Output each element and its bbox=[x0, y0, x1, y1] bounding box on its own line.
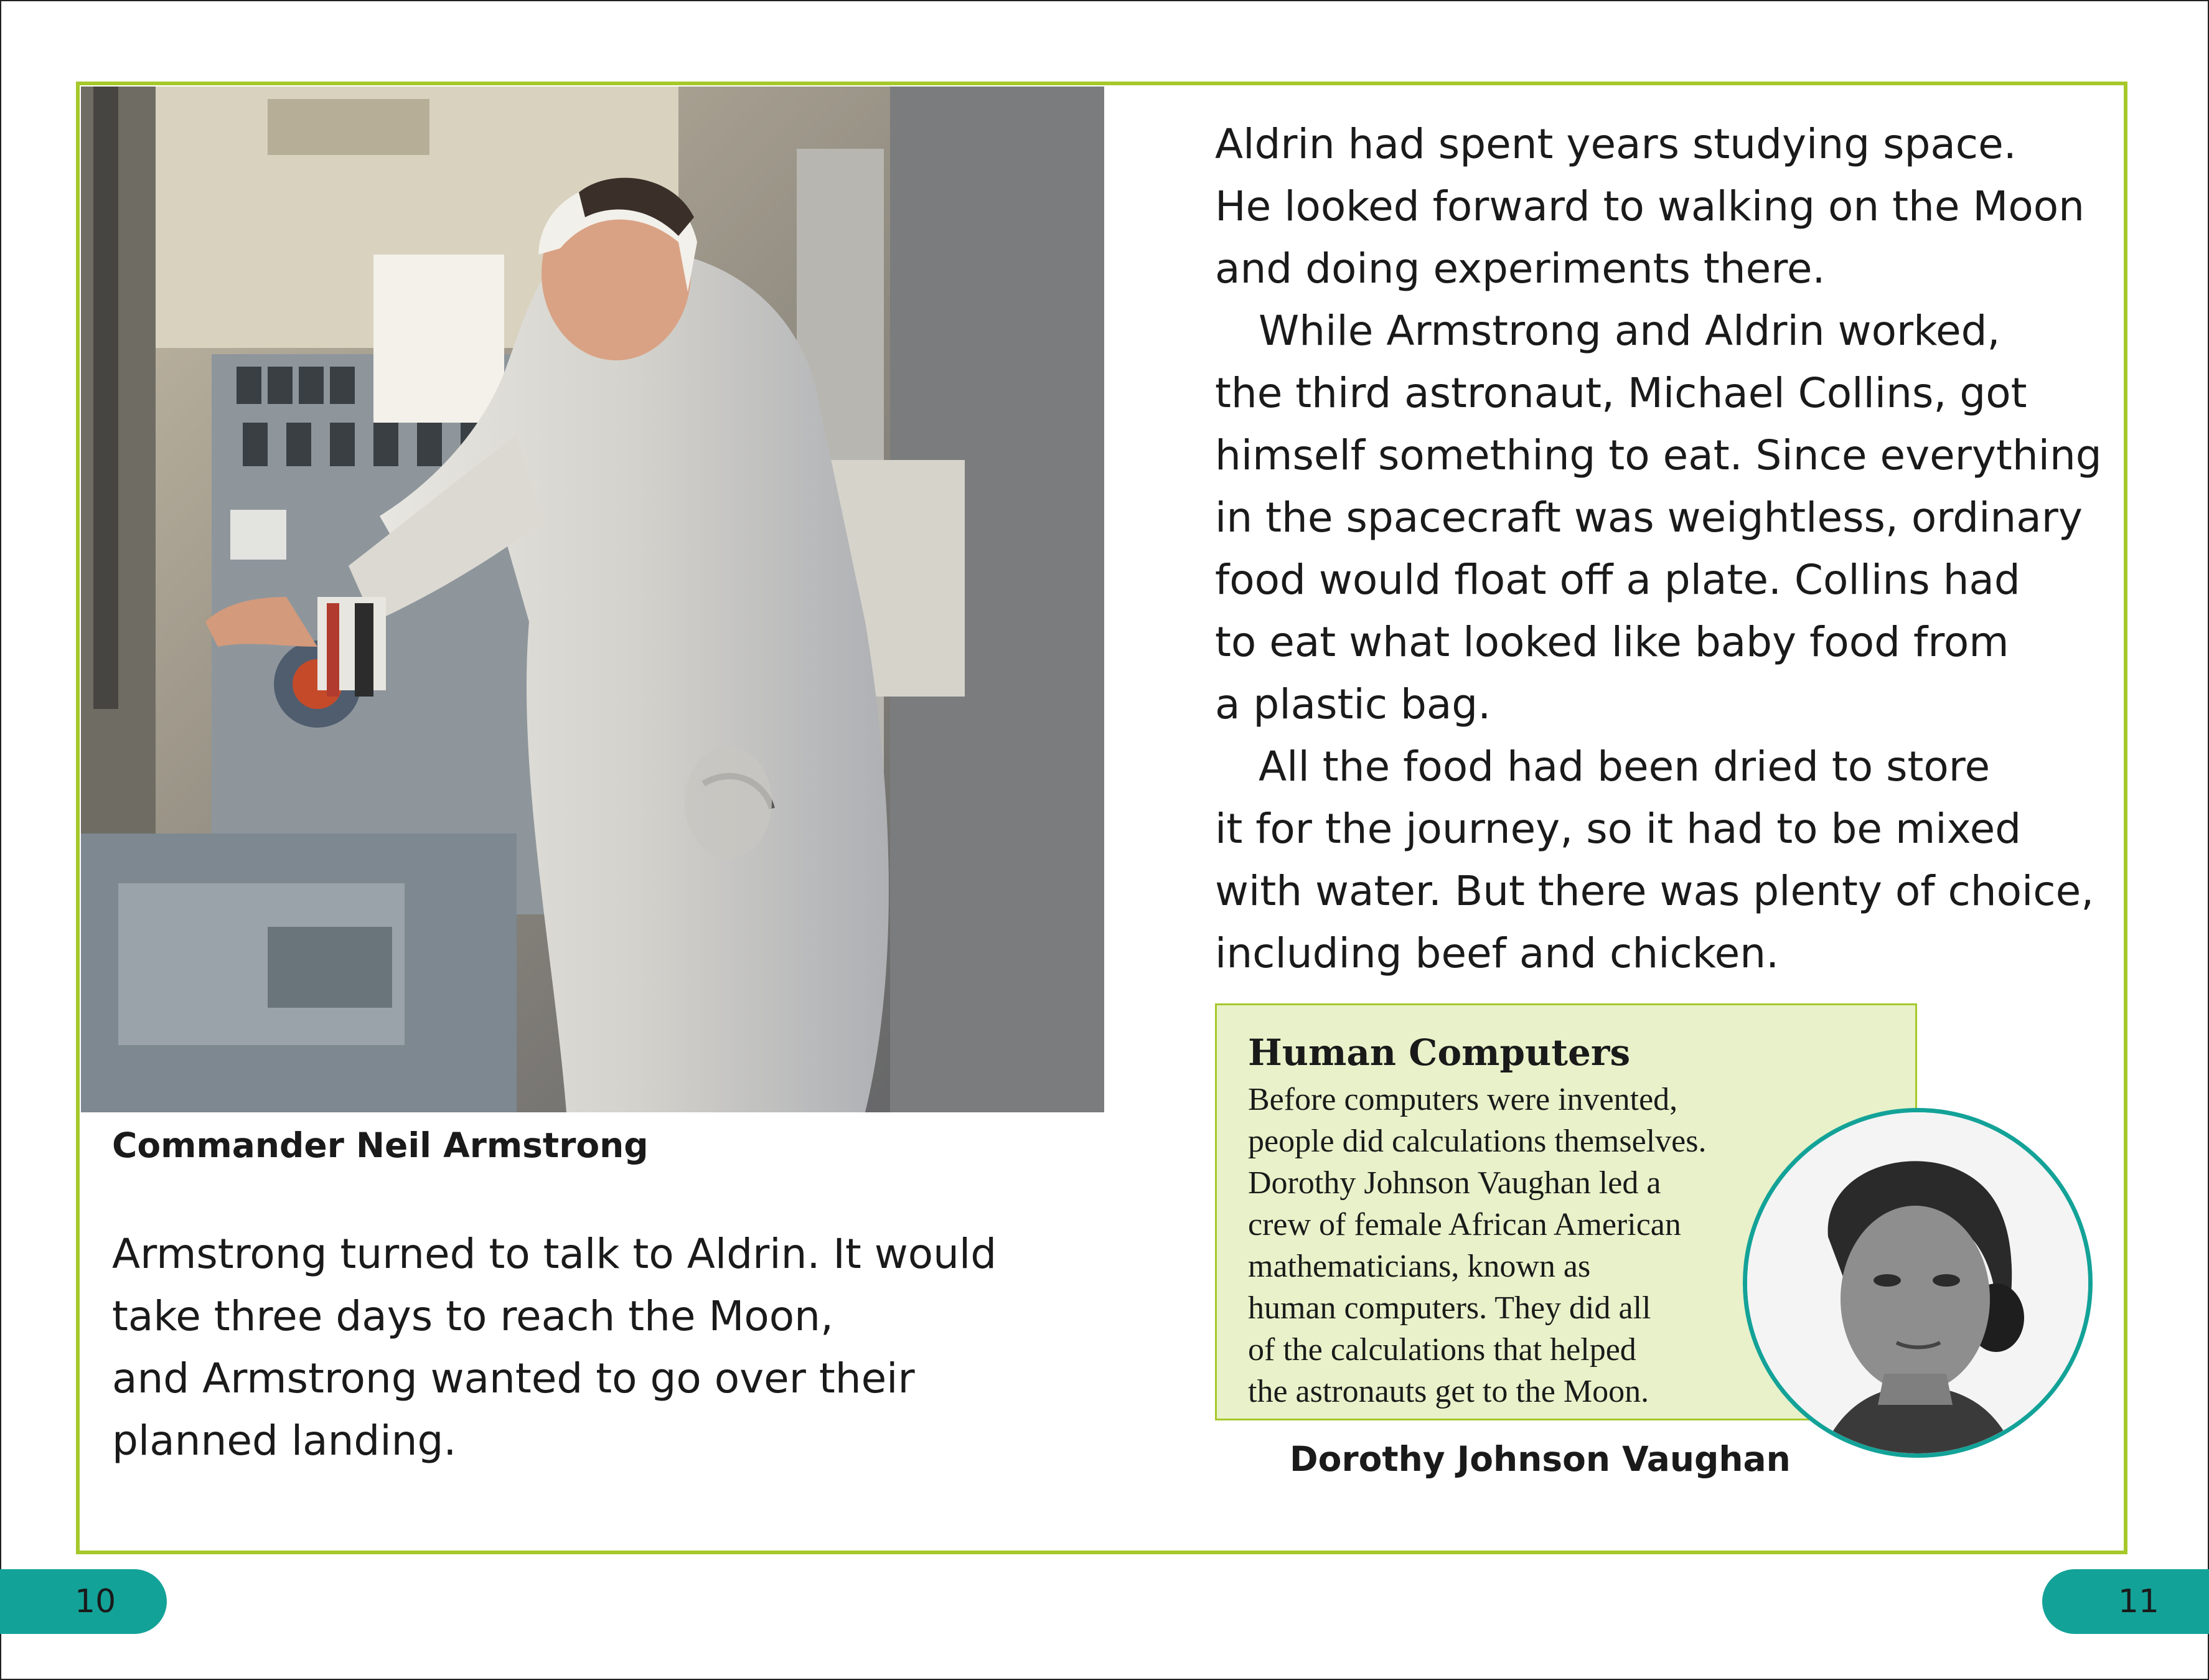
body-line: take three days to reach the Moon, bbox=[112, 1292, 833, 1340]
paragraph-2 bbox=[1215, 300, 2102, 736]
body-line: planned landing. bbox=[112, 1417, 457, 1465]
photo-caption: Commander Neil Armstrong bbox=[112, 1125, 649, 1165]
sidebar-line: the astronauts get to the Moon. bbox=[1248, 1374, 1649, 1409]
body-line: and Armstrong wanted to go over their bbox=[112, 1354, 915, 1402]
body-line: with water. But there was plenty of choice, bbox=[1215, 867, 2094, 915]
sidebar-line: Before computers were invented, bbox=[1248, 1082, 1678, 1117]
page-number-left: 10 bbox=[0, 1569, 167, 1634]
body-line: in the spacecraft was weightless, ordinary bbox=[1215, 494, 2083, 542]
sidebar-title: Human Computers bbox=[1248, 1031, 1631, 1074]
body-line: including beef and chicken. bbox=[1215, 929, 1780, 977]
body-line: a plastic bag. bbox=[1215, 680, 1491, 728]
body-line: food would float off a plate. Collins had bbox=[1215, 556, 2020, 604]
body-line: Armstrong turned to talk to Aldrin. It would bbox=[112, 1230, 997, 1278]
body-line: While Armstrong and Aldrin worked, bbox=[1259, 307, 2000, 355]
sidebar-line: mathematicians, known as bbox=[1248, 1249, 1591, 1284]
body-line: himself something to eat. Since everything bbox=[1215, 431, 2102, 479]
armstrong-photo-illustration bbox=[81, 87, 1104, 1112]
body-line: to eat what looked like baby food from bbox=[1215, 618, 2009, 666]
body-line: Aldrin had spent years studying space. bbox=[1215, 120, 2017, 168]
body-line: the third astronaut, Michael Collins, got bbox=[1215, 369, 2027, 417]
sidebar-line: people did calculations themselves. bbox=[1248, 1124, 1707, 1159]
left-body-text bbox=[112, 1223, 1046, 1472]
body-line: All the food had been dried to store bbox=[1259, 743, 1991, 791]
armstrong-photo bbox=[81, 87, 1104, 1112]
sidebar-line: of the calculations that helped bbox=[1248, 1332, 1636, 1368]
paragraph-1 bbox=[1215, 113, 2099, 300]
sidebar-line: crew of female African American bbox=[1248, 1207, 1681, 1242]
body-line: it for the journey, so it had to be mixed bbox=[1215, 805, 2022, 853]
vaughan-portrait bbox=[1743, 1108, 2093, 1458]
portrait-caption: Dorothy Johnson Vaughan bbox=[1290, 1439, 1791, 1479]
body-line: and doing experiments there. bbox=[1215, 245, 1826, 293]
page-number-right: 11 bbox=[2042, 1569, 2209, 1634]
body-line: He looked forward to walking on the Moon bbox=[1215, 182, 2085, 230]
right-body-text bbox=[1215, 113, 2102, 985]
sidebar-body bbox=[1248, 1079, 1796, 1412]
sidebar-line: Dorothy Johnson Vaughan led a bbox=[1248, 1165, 1661, 1201]
sidebar-line: human computers. They did all bbox=[1248, 1290, 1651, 1326]
paragraph-3 bbox=[1215, 736, 2099, 985]
vaughan-portrait-illustration bbox=[1747, 1112, 2088, 1453]
